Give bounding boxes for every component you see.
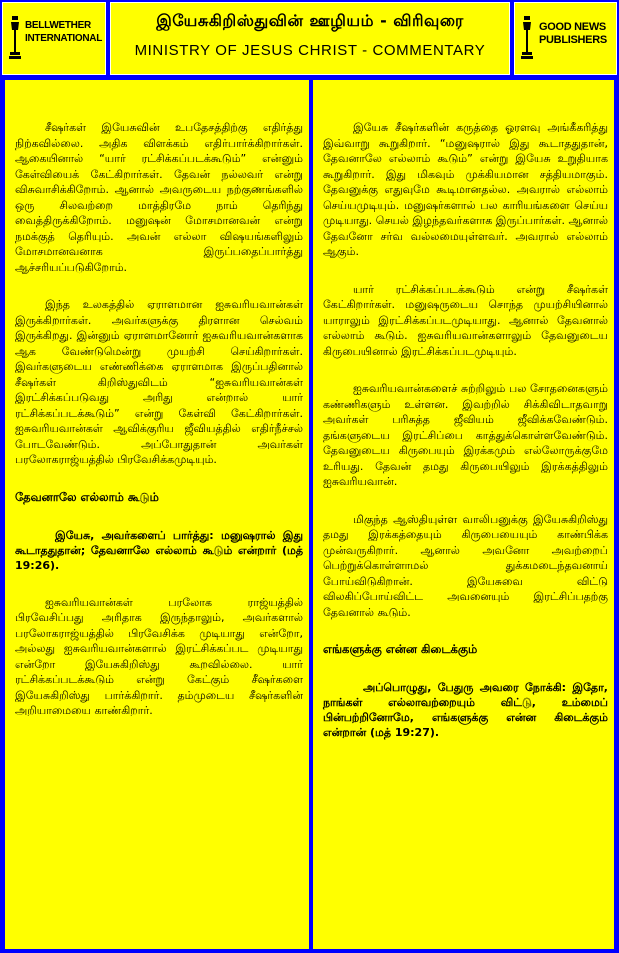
paragraph: ஐசுவரியவான்களைச் சுற்றிலும் பல சோதனைகளும் கண்ணிகளும் உள்ளன. இவற்றில் சிக்கிவிடாதவாறு அவர்கள் பரிசுத்த ஜீவியம் ஜீவிக்கவேண்டும். தங்களுடைய இரட்சிப்பை காத்துக்கொள்ளவேண்டும். தேவனுடைய கிருபையும் இரக்கமும் எல்லோருக்குமே உரியது. தேவன் தமது கிருபையிலும் இரக்கத்திலும் ஐசுவரியவான். [323,382,608,488]
paragraph: சீஷர்கள் இயேசுவின் உபதேசத்திற்கு எதிர்த்து நிற்கவில்லை. அதிக விளக்கம் எதிர்பார்க்கிறார்கள். ஆகையினால் “யார் ரட்சிக்கப்படக்கூடும்” என்னும் கேள்வியைக் கேட்கிறார்கள். தேவன் நல்லவர் என்று விசுவாசிக்கிறோம். ஆனால் அவருடைய நற்குணங்களில் ஒரு சிலவற்றை மாத்திரமே நாம் தெரிந்து வைத்திருக்கிறோம். மனுஷன் மோசமானவன் என்று நமக்குத் தெரியும். அவன் எல்லா விஷயங்களிலும் மோசமானவனாக இருப்பதைப்பார்த்து ஆச்சரியப்படுகிறோம். [15,121,303,274]
title-english: MINISTRY OF JESUS CHRIST - COMMENTARY [134,42,486,59]
page-header [110,2,510,75]
scripture-quote: அப்பொழுது, பேதுரு அவரை நோக்கி: இதோ, நாங்கள் எல்லாவற்றையும் விட்டு, உம்மைப் பின்பற்றினோமே, எங்களுக்கு என்ன கிடைக்கும் என்றான் (மத் 19:27). [323,681,608,739]
title-tamil: இயேசுகிறிஸ்துவின் ஊழியம் - விரிவுரை [156,11,464,30]
lamp-icon [9,16,21,62]
logo-right-line1: GOOD NEWS [539,21,606,33]
logo-right-line2: PUBLISHERS [539,34,607,46]
section-heading: தேவனாலே எல்லாம் கூடும் [15,489,159,504]
logo-left-line2: INTERNATIONAL [25,33,103,44]
bellwether-logo [2,2,106,75]
paragraph: ஐசுவரியவான்கள் பரலோக ராஜ்யத்தில் பிரவேசிப்பது அரிதாக இருந்தாலும், அவர்களால் பரலோகராஜ்யத்தில் பிரவேசிக்க முடியாது என்றோ, அல்லது ஐசுவரியவான்களால் இரட்சிக்கப்பட முடியாது என்றோ இயேசுகிறிஸ்து கூறவில்லை. யார் ரட்சிக்கப்படக்கூடும் என்று கேட்கும் சீஷர்களை இயேசுகிறிஸ்து பார்க்கிறார். தம்முடைய சீஷர்களின் அறியாமையை காண்கிறார். [15,595,303,717]
lamp-icon [521,16,533,62]
logo-left-line1: BELLWETHER [25,20,91,31]
paragraph: இந்த உலகத்தில் ஏராளமான ஐசுவரியவான்கள் இருக்கிறார்கள். அவர்களுக்கு திரளான செல்வம் இருக்கிறது. இன்னும் ஏராளமானோர் ஐசுவரியவான்களாக ஆக வேண்டுமென்று முயற்சி செய்கிறார்கள். இவர்களுடைய எண்ணிக்கை ஏராளமாக இருப்பதினால் சீஷர்கள் கிறிஸ்துவிடம் “ஐசுவரியவான்கள் இரட்சிக்கப்படுவது அரிது என்றால் யார் ரட்சிக்கப்படக்கூடும்” என்று கேள்வி கேட்கிறார்கள். ஐசுவரியவான்கள் ஆவிக்குரிய ஜீவியத்தில் எதிர்நீச்சல் போடவேண்டும். அப்போதுதான் அவர்கள் பரலோகராஜ்யத்தில் பிரவேசிக்கமுடியும். [15,298,303,466]
scripture-quote: இயேசு, அவர்களைப் பார்த்து: மனுஷரால் இது கூடாததுதான்; தேவனாலே எல்லாம் கூடும் என்றார் (மத் 19:26). [15,528,303,572]
left-column [5,80,309,949]
right-column [313,80,614,949]
paragraph: மிகுந்த ஆஸ்தியுள்ள வாலிபனுக்கு இயேசுகிறிஸ்து தமது இரக்கத்தையும் கிருபையையும் காண்பிக்க முன்வருகிறார். ஆனால் அவனோ அவற்றைப் பெற்றுக்கொள்ளாமல் துக்கமடைந்தவனாய் போய்விடுகிறான். இயேசுவை விட்டு விலகிப்போய்விட்ட அவனையும் இரட்சிப்பதற்கு தேவனால் கூடும். [323,512,608,619]
section-heading: எங்களுக்கு என்ன கிடைக்கும் [323,642,478,656]
good-news-logo [514,2,617,75]
paragraph: யார் ரட்சிக்கப்படக்கூடும் என்று சீஷர்கள் கேட்கிறார்கள். மனுஷருடைய சொந்த முயற்சியினால் யாராலும் இரட்சிக்கப்படமுடியாது. ஆனால் தேவனால் எல்லாம் கூடும். ஐசுவரியவான்களாலும் தேவனுடைய கிருபையினால் இரட்சிக்கப்படமுடியும். [323,282,608,358]
paragraph: இயேசு சீஷர்களின் கருத்தை ஓரளவு அங்கீகரித்து இவ்வாறு கூறுகிறார். “மனுஷரால் இது கூடாததுதான், தேவனாலே எல்லாம் கூடும்” என்று இயேசு உறுதியாக கூறுகிறார். இது மிகவும் முக்கியமான சத்தியமாகும். தேவனுக்கு எதுவுமே கூடிமானதல்ல. அவரால் எல்லாம் செய்யமுடியும். மனுஷர்களால் பல காரியங்களை செய்ய முடியாது. செயல் இழந்தவர்களாக இருப்பார்கள். ஆனால் தேவனோ சர்வ வல்லமையுள்ளவர். அவரால் எல்லாம் ஆகும். [323,121,608,258]
